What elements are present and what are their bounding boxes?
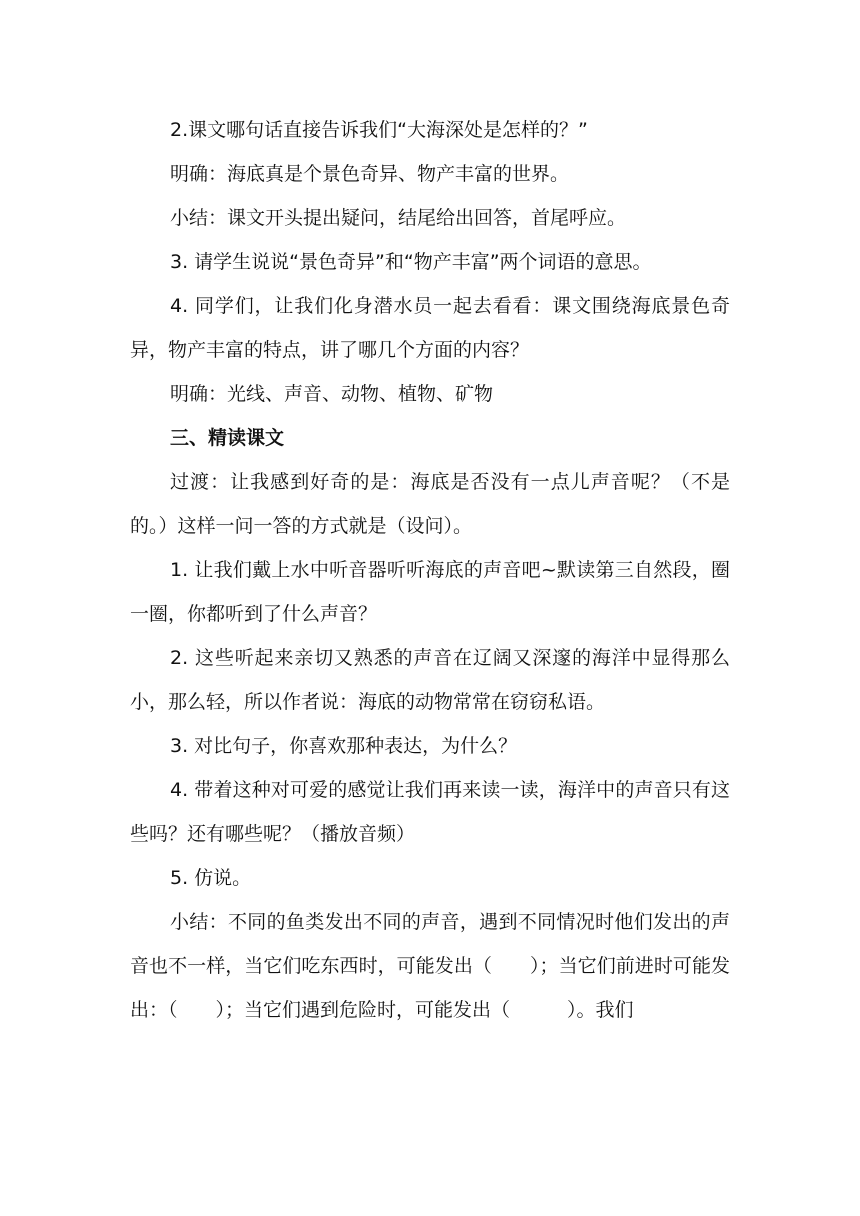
step-5: 5. 仿说。 [170, 867, 252, 889]
section-heading: 三、精读课文 [170, 427, 285, 449]
summary-1: 小结：课文开头提出疑问，结尾给出回答，首尾呼应。 [170, 207, 627, 229]
step-1: 1. 让我们戴上水中听音器听听海底的声音吧~默读第三自然段，圈一圈，你都听到了什么声音？ [130, 559, 730, 625]
step-3: 3. 对比句子，你喜欢那种表达，为什么？ [170, 735, 518, 757]
question-3: 3. 请学生说说“景色奇异”和“物产丰富”两个词语的意思。 [170, 251, 652, 273]
question-2: 2.课文哪句话直接告诉我们“大海深处是怎样的？” [170, 119, 588, 141]
step-2: 2. 这些听起来亲切又熟悉的声音在辽阔又深邃的海洋中显得那么小，那么轻，所以作者说：海底的动物常常在窃窃私语。 [130, 647, 730, 713]
question-4: 4. 同学们，让我们化身潜水员一起去看看：课文围绕海底景色奇异，物产丰富的特点，讲了哪几个方面的内容？ [130, 295, 730, 361]
answer-2: 明确：海底真是个景色奇异、物产丰富的世界。 [170, 163, 570, 185]
transition-paragraph: 过渡：让我感到好奇的是：海底是否没有一点儿声音呢？（不是的。）这样一问一答的方式就是（设问）。 [130, 471, 730, 537]
document-body [130, 108, 730, 1032]
answer-4: 明确：光线、声音、动物、植物、矿物 [170, 383, 494, 405]
summary-2: 小结：不同的鱼类发出不同的声音，遇到不同情况时他们发出的声音也不一样，当它们吃东西时，可能发出（ ）；当它们前进时可能发出：（ ）；当它们遇到危险时，可能发出（ ）。我们 [130, 911, 730, 1021]
step-4: 4. 带着这种对可爱的感觉让我们再来读一读，海洋中的声音只有这些吗？还有哪些呢？（播放音频） [130, 779, 730, 845]
